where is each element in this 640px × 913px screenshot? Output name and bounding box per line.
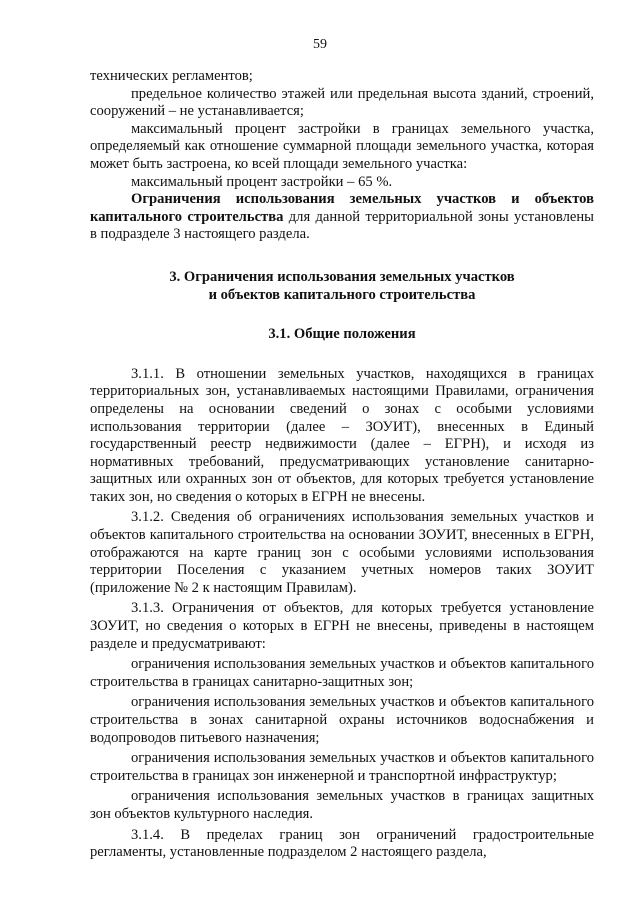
paragraph: 3.1.1. В отношении земельных участков, находящихся в границах территориальных зон, устанавливаемых настоящими Правилами, ограничения определены на основании сведений о зонах с особыми условиями использования территории (далее – ЗОУИТ), внесенных в Единый государственный реестр недвижимости (далее – ЕГРН), и исходя из нормативных требований, предусматривающих установление санитарно-защитных или охранных зон от объектов, для которых требуется установление таких зон, но сведения о которых в ЕГРН не внесены. [90, 365, 594, 505]
paragraph: максимальный процент застройки в границах земельного участка, определяемый как отношение суммарной площади земельного участка, которая может быть застроена, ко всей площади земельного участка: [90, 120, 594, 172]
paragraph: технических регламентов; [90, 68, 253, 84]
list-item: ограничения использования земельных участков и объектов капитального строительства в границах зон инженерной и транспортной инфраструктур; [90, 750, 594, 784]
list-item: ограничения использования земельных участков в границах защитных зон объектов культурного наследия. [90, 788, 594, 822]
paragraph: 3.1.2. Сведения об ограничениях использования земельных участков и объектов капитального строительства на основании ЗОУИТ, внесенных в ЕГРН, отображаются на карте границ зон с особыми условиями использования территории Поселения с указанием учетных номеров таких ЗОУИТ (приложение № 2 к настоящим Правилам). [90, 509, 594, 596]
paragraph: максимальный процент застройки – 65 %. [131, 173, 393, 190]
document-body [90, 68, 594, 862]
restriction-bold-text: Ограничения использования земельных участков и объектов капитального строительства [90, 191, 594, 225]
restriction-paragraph [90, 191, 594, 244]
list-item: ограничения использования земельных участков и объектов капитального строительства в зонах санитарной охраны источников водоснабжения и водопроводов питьевого назначения; [90, 694, 594, 746]
section-title: 3. Ограничения использования земельных участков и объектов капитального строительства [169, 268, 515, 303]
page-number: 59 [313, 37, 327, 52]
paragraph: предельное количество этажей или предельная высота зданий, строений, сооружений – не устанавливается; [90, 85, 594, 120]
subsection-title: 3.1. Общие положения [268, 326, 416, 343]
paragraph: 3.1.4. В пределах границ зон ограничений градостроительные регламенты, установленные подразделом 2 настоящего раздела, [90, 826, 594, 861]
paragraph: 3.1.3. Ограничения от объектов, для которых требуется установление ЗОУИТ, но сведения о которых в ЕГРН не внесены, приведены в настоящем разделе и предусматривают: [90, 600, 594, 652]
list-item: ограничения использования земельных участков и объектов капитального строительства в границах санитарно-защитных зон; [90, 656, 594, 690]
restriction-text: для данной территориальной зоны установлены в подразделе 3 настоящего раздела. [90, 208, 594, 243]
